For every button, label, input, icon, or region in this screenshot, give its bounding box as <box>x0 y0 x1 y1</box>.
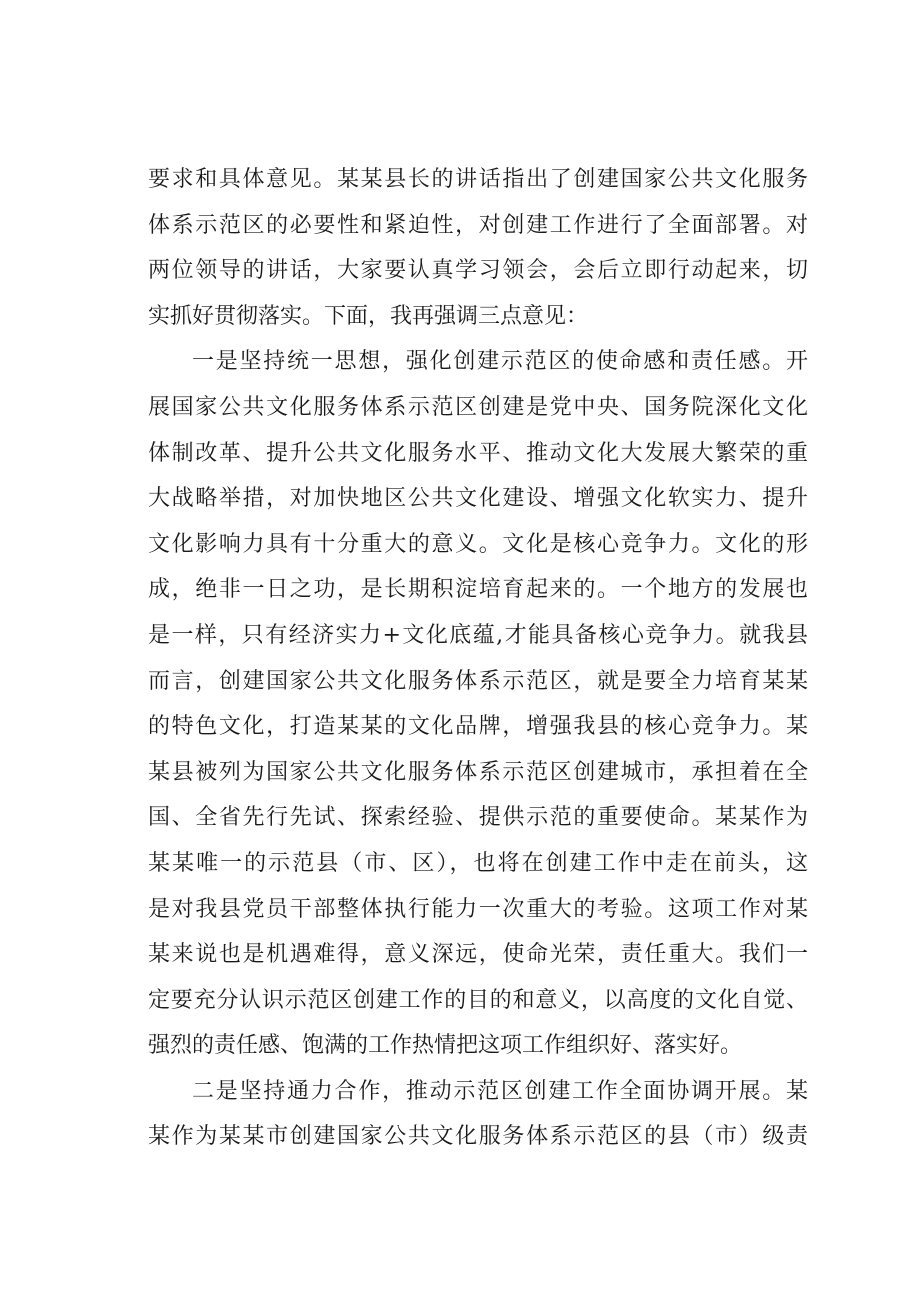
text-line: 文化影响力具有十分重大的意义。文化是核心竞争力。文化的形 <box>148 531 808 557</box>
text-line: 某作为某某市创建国家公共文化服务体系示范区的县（市）级责 <box>148 1124 808 1150</box>
text-line: 的特色文化，打造某某的文化品牌，增强我县的核心竞争力。某 <box>148 714 808 740</box>
text-line: 是对我县党员干部整体执行能力一次重大的考验。这项工作对某 <box>148 896 808 922</box>
text-line: 大战略举措，对加快地区公共文化建设、增强文化软实力、提升 <box>148 486 808 512</box>
text-line: 实抓好贯彻落实。下面，我再强调三点意见： <box>148 303 589 329</box>
text-line: 要求和具体意见。某某县长的讲话指出了创建国家公共文化服务 <box>148 167 808 192</box>
text-line: 体系示范区的必要性和紧迫性，对创建工作进行了全面部署。对 <box>148 212 808 238</box>
text-line: 成，绝非一日之功，是长期积淀培育起来的。一个地方的发展也 <box>148 577 808 603</box>
text-line: 强烈的责任感、饱满的工作热情把这项工作组织好、落实好。 <box>148 1033 743 1059</box>
paragraph-heading-line: 二是坚持通力合作，推动示范区创建工作全面协调开展。某 <box>192 1078 808 1104</box>
text-line: 定要充分认识示范区创建工作的目的和意义，以高度的文化自觉、 <box>148 987 808 1013</box>
text-line: 展国家公共文化服务体系示范区创建是党中央、国务院深化文化 <box>148 394 808 420</box>
text-line: 两位领导的讲话，大家要认真学习领会，会后立即行动起来，切 <box>148 258 808 284</box>
text-line: 某来说也是机遇难得，意义深远，使命光荣，责任重大。我们一 <box>148 942 808 968</box>
document-body <box>148 157 808 1160</box>
text-line: 体制改革、提升公共文化服务水平、推动文化大发展大繁荣的重 <box>148 440 808 466</box>
text-line: 是一样，只有经济实力+文化底蕴,才能具备核心竞争力。就我县 <box>148 622 808 648</box>
paragraph-heading-line: 一是坚持统一思想，强化创建示范区的使命感和责任感。开 <box>192 349 808 375</box>
text-line: 国、全省先行先试、探索经验、提供示范的重要使命。某某作为 <box>148 805 808 831</box>
text-line: 而言，创建国家公共文化服务体系示范区，就是要全力培育某某 <box>148 668 808 694</box>
text-line: 某县被列为国家公共文化服务体系示范区创建城市，承担着在全 <box>148 759 808 785</box>
text-line: 某某唯一的示范县（市、区），也将在创建工作中走在前头，这 <box>148 850 808 876</box>
